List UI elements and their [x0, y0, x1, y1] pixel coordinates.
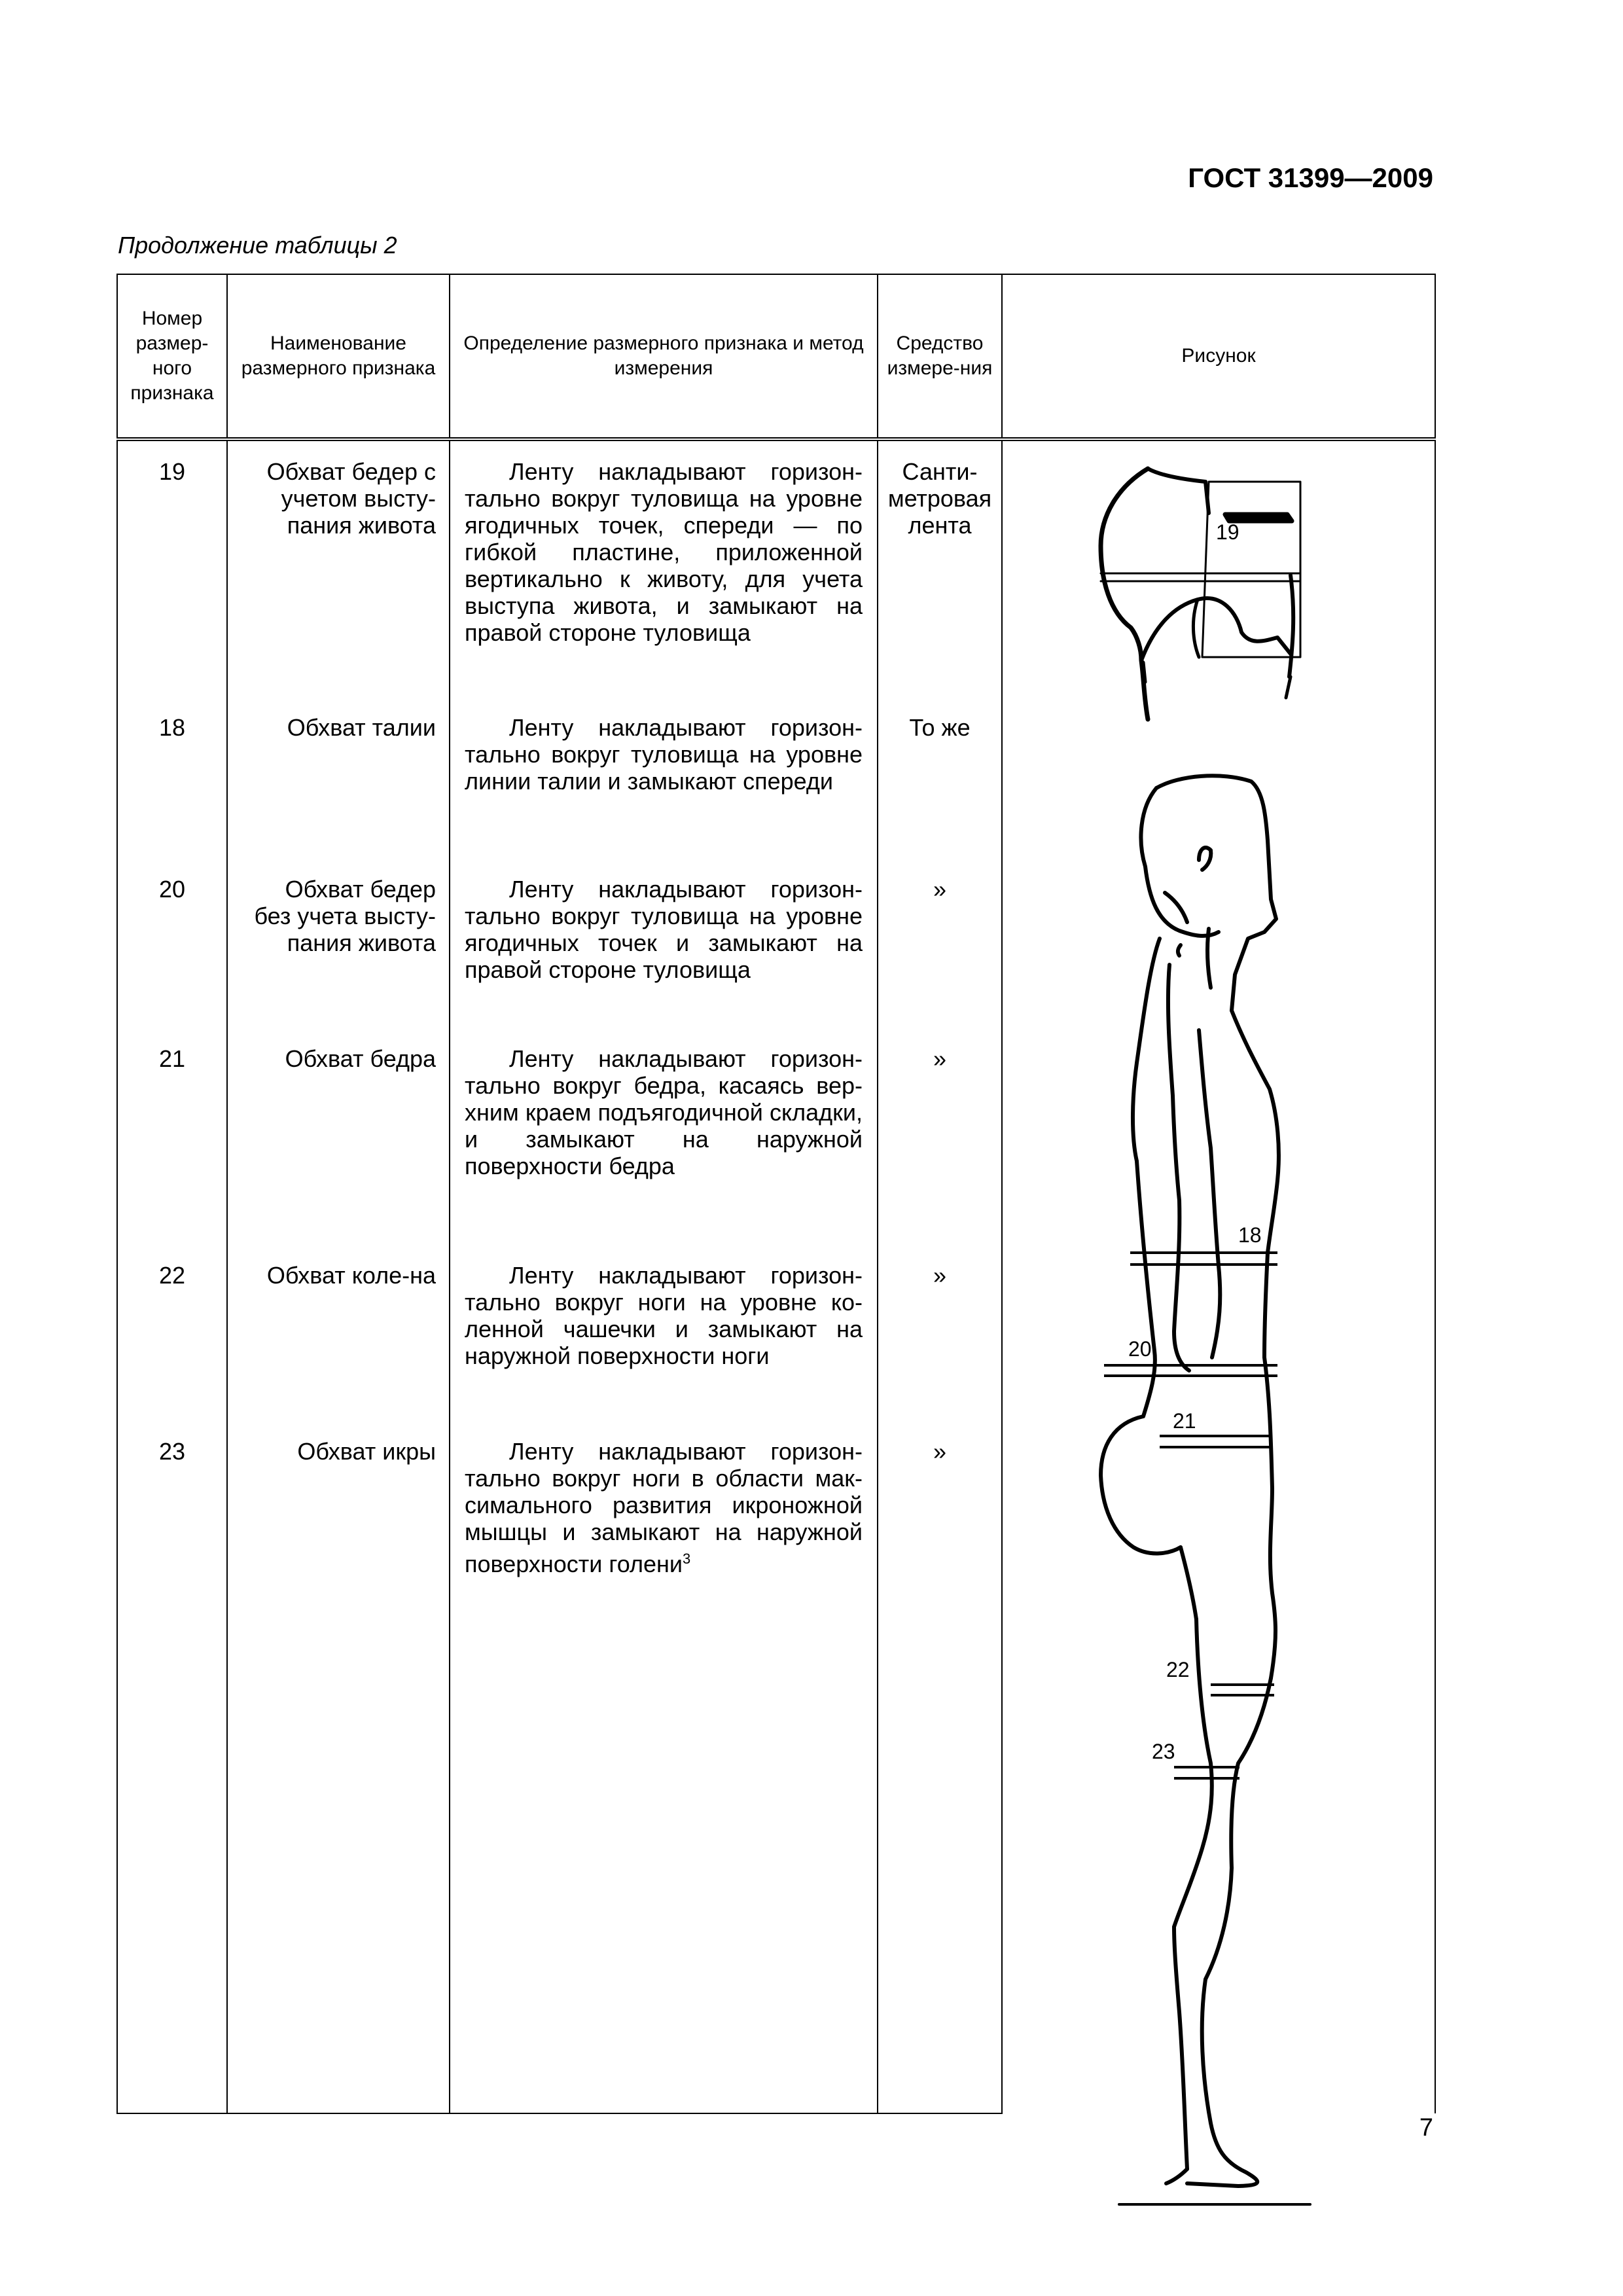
label-19: 19 [1216, 520, 1240, 544]
torso-hip-figure [1101, 469, 1300, 719]
row-number: 21 [117, 1033, 227, 1250]
row-definition: Ленту накладывают горизон-тально вокруг туловища на уровне ягодичных точек, спереди — по гибкой пластине, приложенной вертикально к животу, для учета выступа живота, и замыкают на правой стороне туловища [450, 439, 878, 702]
table-header-row [117, 274, 1435, 439]
row-name: Обхват талии [227, 702, 450, 864]
figure-cell [1002, 439, 1435, 2113]
label-22: 22 [1166, 1658, 1190, 1681]
row-name: Обхват бедер с учетом высту-пания живота [227, 439, 450, 702]
table-caption: Продолжение таблицы 2 [118, 232, 397, 259]
table-row [117, 439, 1435, 702]
row-name: Обхват бедра [227, 1033, 450, 1250]
row-tool: » [878, 864, 1002, 1033]
row-tool: » [878, 1426, 1002, 2113]
measurement-lines [1104, 1253, 1277, 1778]
row-tool: То же [878, 702, 1002, 864]
row-name: Обхват икры [227, 1426, 450, 2113]
label-21: 21 [1173, 1409, 1196, 1433]
label-20: 20 [1128, 1337, 1152, 1361]
standing-figure [1101, 776, 1310, 2204]
col-header-number: Номер размер-ного признака [117, 274, 227, 439]
row-name: Обхват бедер без учета высту-пания живота [227, 864, 450, 1033]
row-definition [450, 1426, 878, 2113]
col-header-name: Наименование размерного признака [227, 274, 450, 439]
row-name: Обхват коле-на [227, 1250, 450, 1426]
measurements-table [116, 274, 1436, 2114]
row-definition: Ленту накладывают горизон-тально вокруг туловища на уровне ягодичных точек и замыкают на правой стороне туловища [450, 864, 878, 1033]
row-definition-text: Ленту накладывают горизон-тально вокруг ноги в области мак-симального развития икроножной мышцы и замыкают на наружной поверхности голени [465, 1438, 863, 1577]
row-definition: Ленту накладывают горизон-тально вокруг туловища на уровне линии талии и замыкают спереди [450, 702, 878, 864]
row-definition: Ленту накладывают горизон-тально вокруг бедра, касаясь вер-хним краем подъягодичной складки, и замыкают на наружной поверхности бедра [450, 1033, 878, 1250]
label-23: 23 [1152, 1740, 1175, 1763]
row-tool: » [878, 1250, 1002, 1426]
page-number: 7 [1419, 2114, 1433, 2142]
row-number: 22 [117, 1250, 227, 1426]
footnote-marker: 3 [682, 1551, 691, 1567]
row-number: 19 [117, 439, 227, 702]
row-number: 20 [117, 864, 227, 1033]
col-header-figure: Рисунок [1002, 274, 1435, 439]
label-18: 18 [1238, 1223, 1262, 1247]
document-code: ГОСТ 31399—2009 [1188, 162, 1433, 193]
row-number: 18 [117, 702, 227, 864]
col-header-tool: Средство измере-ния [878, 274, 1002, 439]
row-tool: » [878, 1033, 1002, 1250]
col-header-definition: Определение размерного признака и метод измерения [450, 274, 878, 439]
row-definition: Ленту накладывают горизон-тально вокруг ноги на уровне ко-ленной чашечки и замыкают на наружной поверхности ноги [450, 1250, 878, 1426]
figure-drawings [1003, 441, 1436, 2208]
row-number: 23 [117, 1426, 227, 2113]
row-tool: Санти-метровая лента [878, 439, 1002, 702]
